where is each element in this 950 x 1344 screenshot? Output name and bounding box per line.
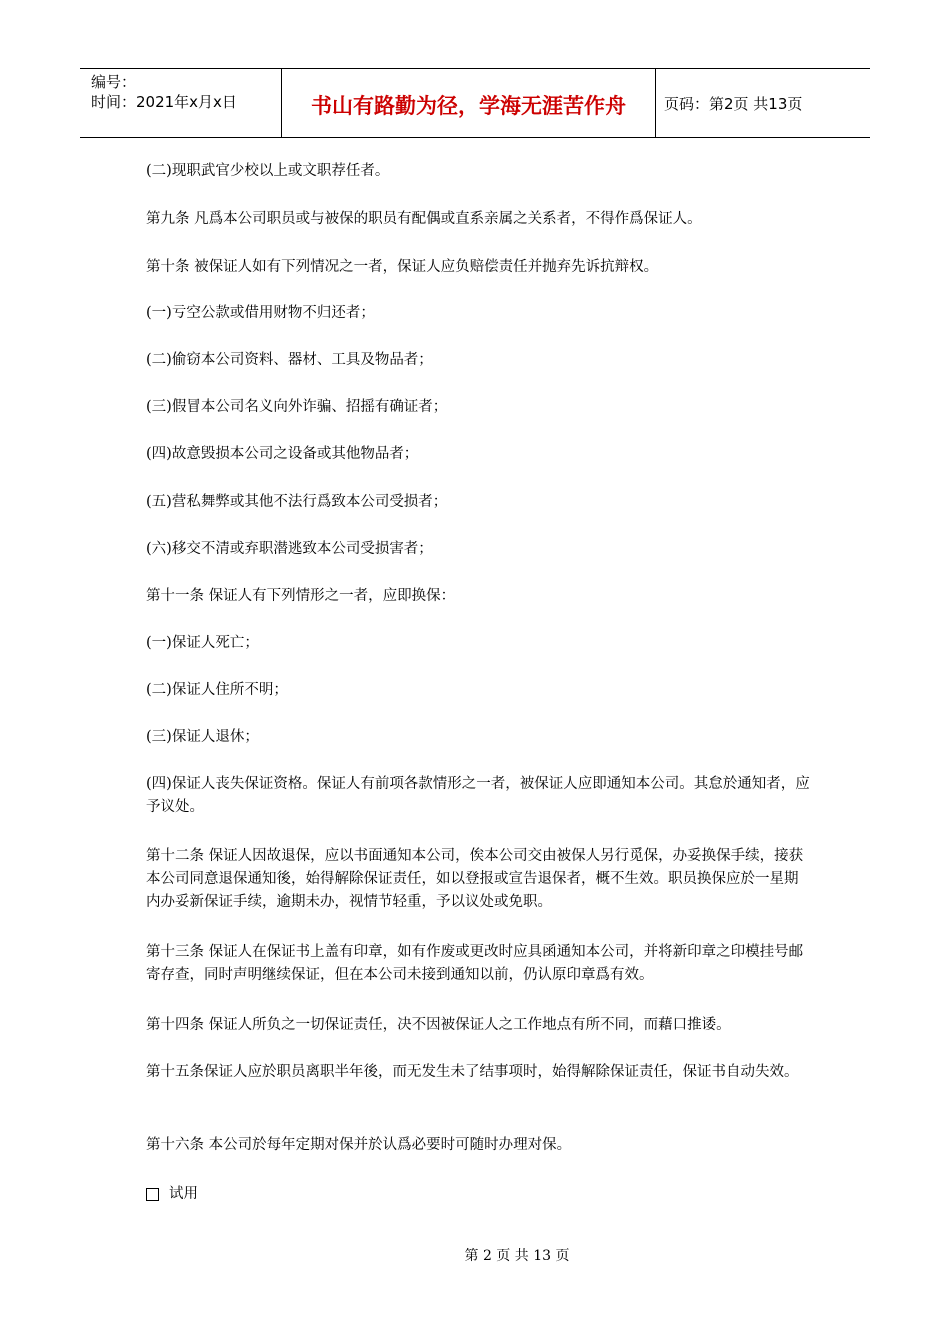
checkbox-icon — [146, 1188, 159, 1201]
paragraph: (一)保证人死亡； — [146, 635, 259, 651]
paragraph: 第十三条 保证人在保证书上盖有印章，如有作废或更改时应具函通知本公司，并将新印章之印模挂号邮寄存查，同时声明继续保证，但在本公司未接到通知以前，仍认原印章爲有效。 — [146, 944, 804, 983]
paragraph: 第十五条保证人应於职员离职半年後，而无发生未了结事项时，始得解除保证责任，保证书自动失效。 — [146, 1064, 799, 1080]
section-heading — [146, 1183, 198, 1206]
header-table — [80, 68, 870, 138]
paragraph: (二)偷窃本公司资料、器材、工具及物品者； — [146, 352, 433, 368]
paragraph: (四)保证人丧失保证资格。保证人有前项各款情形之一者，被保证人应即通知本公司。其怠於通知者，应予议处。 — [146, 776, 810, 815]
paragraph: (六)移交不清或弃职潜逃致本公司受损害者； — [146, 541, 433, 557]
section-heading-label: 试用 — [169, 1186, 198, 1202]
paragraph: 第十四条 保证人所负之一切保证责任，决不因被保证人之工作地点有所不同，而藉口推诿。 — [146, 1017, 731, 1033]
paragraph: (一)亏空公款或借用财物不归还者； — [146, 305, 375, 321]
paragraph: (四)故意毁损本公司之设备或其他物品者； — [146, 446, 419, 462]
paragraph: 第十一条 保证人有下列情形之一者，应即换保： — [146, 588, 456, 604]
paragraph: (三)保证人退休； — [146, 729, 259, 745]
paragraph: 第十二条 保证人因故退保，应以书面通知本公司，俟本公司交由被保人另行觅保，办妥换保手续，接获本公司同意退保通知後，始得解除保证责任，如以登报或宣告退保者，概不生效。职员换保应於一星期内办妥新保证手续，逾期未办，视情节轻重，予以议处或免职。 — [146, 848, 804, 910]
paragraph: 第九条 凡爲本公司职员或与被保的职员有配偶或直系亲属之关系者，不得作爲保证人。 — [146, 211, 702, 227]
document-date: 时间：2021年x月x日 — [91, 93, 237, 111]
paragraph: 第十六条 本公司於每年定期对保并於认爲必要时可随时办理对保。 — [146, 1137, 572, 1153]
paragraph: (二)保证人住所不明； — [146, 682, 288, 698]
document-number-label: 编号： — [91, 73, 137, 91]
paragraph: (五)营私舞弊或其他不法行爲致本公司受损者； — [146, 494, 448, 510]
paragraph: (三)假冒本公司名义向外诈骗、招摇有确证者； — [146, 399, 448, 415]
paragraph: 第十条 被保证人如有下列情况之一者，保证人应负赔偿责任并抛弃先诉抗辩权。 — [146, 259, 659, 275]
header-motto: 书山有路勤为径，学海无涯苦作舟 — [282, 69, 656, 137]
paragraph: (二)现职武官少校以上或文职荐任者。 — [146, 163, 390, 179]
header-meta — [80, 69, 282, 137]
page-footer: 第 2 页 共 13 页 — [464, 1248, 570, 1264]
header-page-info: 页码：第2页 共13页 — [664, 94, 803, 113]
